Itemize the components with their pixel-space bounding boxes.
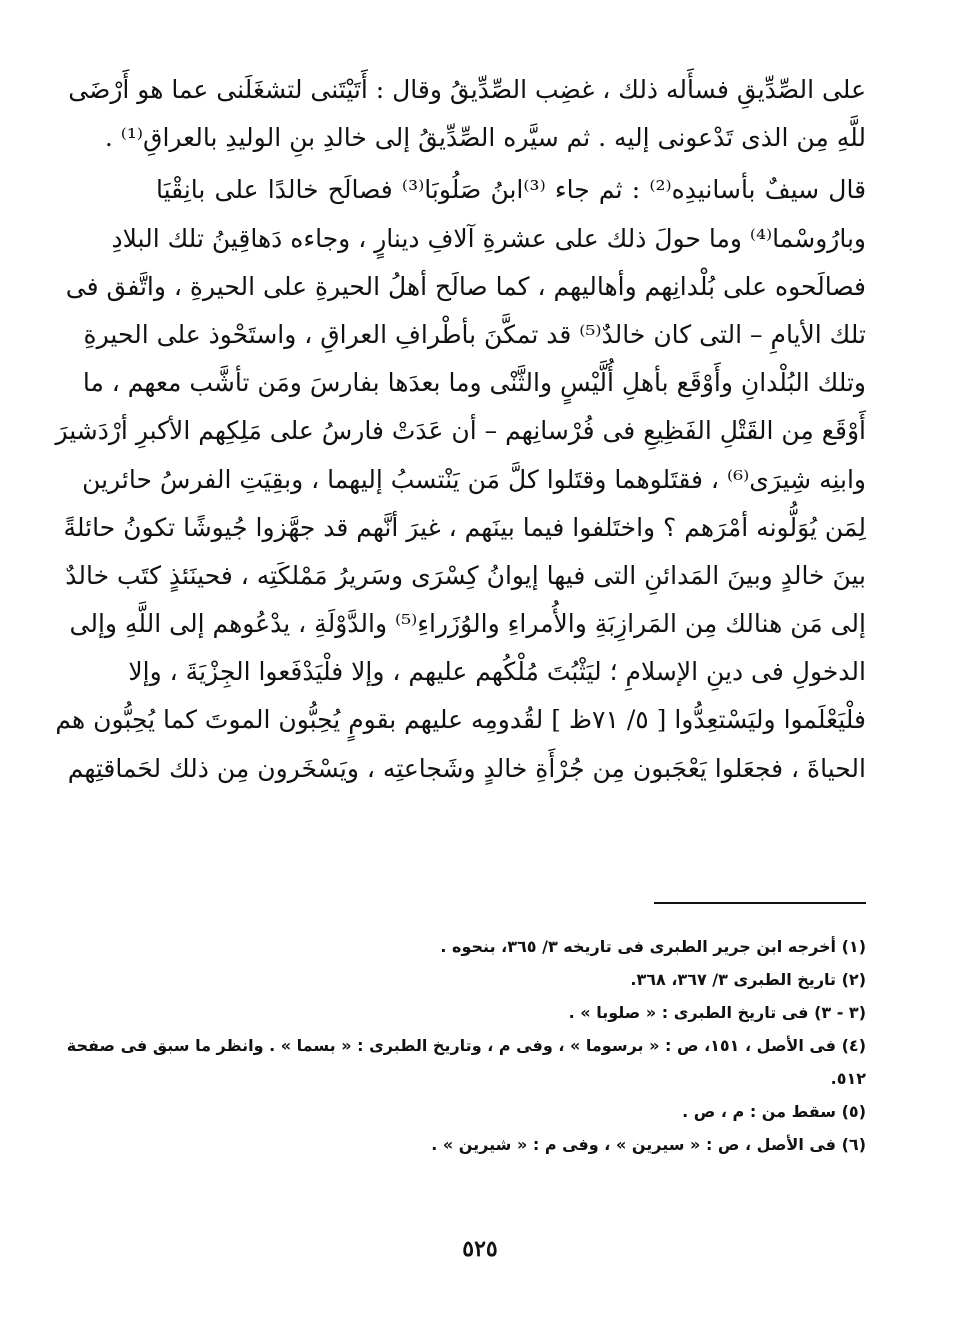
text-line: بينَ خالدٍ وبينَ المَدائنِ التى فيها إيوانُ كِسْرَى وسَريرُ مَمْلكَتِه ، فحينَئذٍ كتَب خالدٌ — [65, 560, 866, 590]
footnote-6: (٦) فى الأصل ، ص : « سيرين » ، وفى م : « شيرين » . — [431, 1135, 866, 1154]
text-line: وبارُوسْما⁽⁴⁾ وما حولَ ذلك على عشرةِ آلافِ دينارٍ ، وجاءه دَهاقِينُ تلك البلادِ — [111, 223, 866, 253]
text-line: فصالَحوه على بُلْدانِهم وأهاليهم ، كما صالَح أهلُ الحيرةِ على الحيرةِ ، واتَّفق فى — [65, 271, 866, 301]
text-line: للَّهِ مِن الذى تَدْعونى إليه . ثم سيَّره الصِّدِّيقُ إلى خالدِ بنِ الوليدِ بالعراقِ⁽¹⁾ . — [104, 123, 866, 153]
text-line: قال سيفٌ بأسانيدِه⁽²⁾ : ثم جاء ⁽³⁾ابنُ صَلُوبَا⁽³⁾ فصالَح خالدًا على بانِقْيَا — [156, 175, 867, 205]
text-line: لِمَن يُوَلُّونه أمْرَهم ؟ واختَلفوا فيما بينَهم ، غيرَ أنَّهم قد جهَّزوا جُيوشًا تكونُ حائلةً — [63, 512, 866, 542]
text-line: على الصِّدِّيقِ فسأَله ذلك ، غضِب الصِّدِّيقُ وقال : أَتَيْتَنى لتشغَلَنى عما هو أَرْضَى — [68, 75, 866, 104]
text-line: تلك الأيامِ – التى كان خالدٌ⁽⁵⁾ قد تمكَّنَ بأطْرافِ العراقِ ، واستَحْوذ على الحيرةِ — [83, 319, 866, 349]
footnote-divider — [654, 902, 866, 904]
text-line: وابنِه شِيرَى⁽⁶⁾ ، فقتَلوهما وقتَلوا كلَّ مَن يَنْتسبُ إليهما ، وبقِيَتِ الفرسُ حائرين — [82, 464, 866, 494]
main-text-body — [55, 66, 867, 793]
footnote-1: (١) أخرجه ابن جرير الطبرى فى تاريخه ٣/ ٣٦٥، بنحوه . — [440, 937, 866, 956]
text-line: الحياةَ ، فجعَلوا يَعْجَبون مِن جُرْأَةِ خالدٍ وشَجاعتِه ، ويَسْخَرون مِن ذلك لحَماقتِهم — [67, 753, 866, 783]
text-line: فلْيَعْلَموا وليَسْتعِدُّوا [ ٥/ ٧١ظ ] لقُدومِه عليهم بقومٍ يُحِبُّون الموتَ كما يُحِبُّون هم — [55, 705, 866, 735]
page-number: ٥٢٥ — [462, 1236, 498, 1262]
text-line: وتلك البُلْدانِ وأَوْقَع بأهلِ أُلَّيْسٍ والثَّنْى وما بعدَها بفارسَ ومَن تأشَّب معهم ، ما — [82, 368, 866, 398]
text-line: أَوْقَع مِن القَتْلِ الفَظِيعِ فى فُرْسانِهم – أن عَدَتْ فارسُ على مَلِكِهم الأكبرِ أرْدَشيرَ — [55, 416, 866, 446]
footnote-5: (٥) سقط من : م ، ص . — [682, 1102, 866, 1121]
footnote-3: (٣ - ٣) فى تاريخ الطبرى : « صلوبا » . — [568, 1003, 866, 1022]
footnote-4: (٤) فى الأصل ، ١٥١، ص : « برسوما » ، وفى م ، وتاريخ الطبرى : « بسما » . وانظر ما سبق فى صفحة — [66, 1036, 866, 1055]
text-line: الدخولِ فى دينِ الإسلامِ ؛ ليَثْبُتَ مُلْكُهم عليهم ، وإلا فلْيَدْفَعوا الجِزْيَةَ ، وإلا — [128, 657, 866, 687]
footnote-4-continued: ٥١٢. — [830, 1069, 866, 1088]
footnote-2: (٢) تاريخ الطبرى ٣/ ٣٦٧، ٣٦٨. — [630, 970, 866, 989]
footnotes — [66, 930, 866, 1161]
text-line: إلى مَن هنالك مِن المَرازِبَةِ والأُمراءِ والوُزَراءِ⁽⁵⁾ والدَّوْلَةِ ، يدْعُوهم إلى اللَّهِ وإلى — [69, 609, 866, 639]
